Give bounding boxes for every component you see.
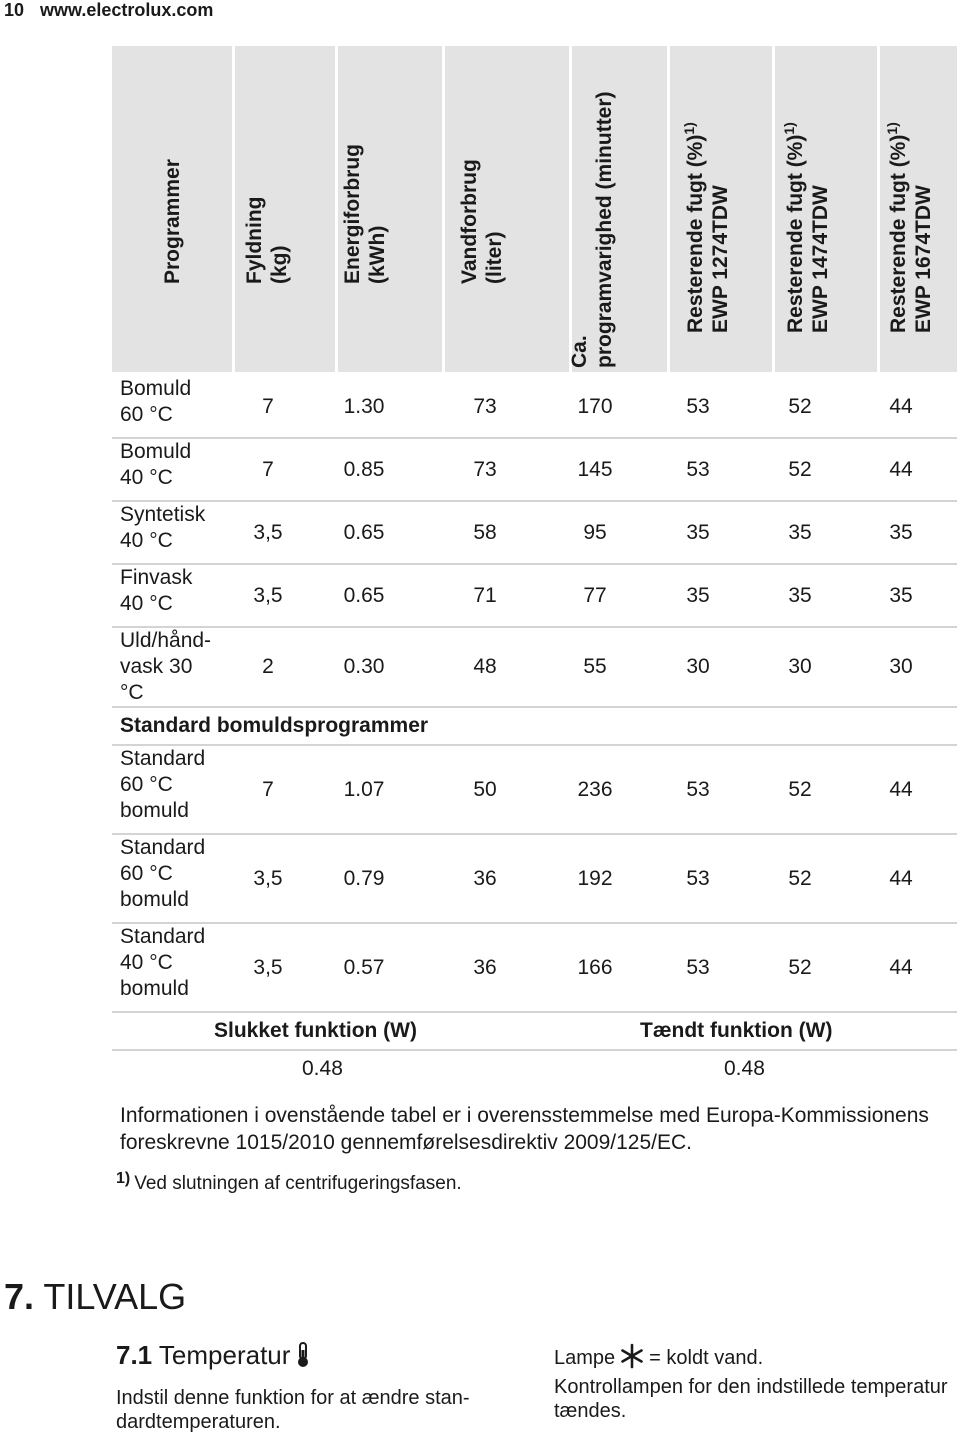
table-cell: 7 bbox=[262, 457, 274, 481]
column-heading-line: Resterende fugt (%)$^{1)}$ bbox=[884, 122, 910, 333]
table-cell: 73 bbox=[473, 394, 497, 418]
program-name bbox=[120, 565, 230, 617]
table-cell: 0.79 bbox=[343, 866, 385, 890]
column-heading bbox=[340, 144, 390, 284]
program-name-line: 40 °C bbox=[120, 592, 173, 615]
column-heading bbox=[457, 159, 507, 284]
table-cell: 35 bbox=[788, 583, 812, 607]
power-off-value: 0.48 bbox=[302, 1057, 343, 1080]
program-name-line: Uld/hånd- bbox=[120, 629, 212, 652]
footnote-marker: 1) bbox=[116, 1170, 131, 1187]
program-name-line: Bomuld bbox=[120, 440, 192, 463]
table-cell: 35 bbox=[686, 520, 710, 544]
table-cell: 0.30 bbox=[343, 655, 385, 678]
program-name-line: vask 30 bbox=[120, 655, 193, 678]
column-heading-line: Programmer bbox=[161, 159, 184, 284]
program-name bbox=[120, 924, 230, 1002]
row-divider bbox=[112, 563, 957, 565]
header-separator bbox=[667, 46, 670, 372]
table-cell: 71 bbox=[473, 583, 497, 607]
table-cell: 36 bbox=[473, 866, 497, 890]
table-cell: 55 bbox=[583, 655, 607, 678]
table-cell: 2 bbox=[262, 655, 274, 678]
table-cell: 3,5 bbox=[253, 866, 283, 890]
table-cell: 7 bbox=[262, 777, 274, 801]
table-cell: 30 bbox=[889, 655, 913, 678]
table-cell: 52 bbox=[788, 457, 812, 481]
table-cell: 0.65 bbox=[343, 583, 385, 607]
row-divider bbox=[112, 500, 957, 502]
row-divider bbox=[112, 1049, 957, 1051]
table-cell: 52 bbox=[788, 777, 812, 801]
program-name bbox=[120, 835, 230, 913]
column-heading-line: Resterende fugt (%)$^{1)}$ bbox=[681, 122, 707, 333]
program-name-line: bomuld bbox=[120, 799, 189, 822]
snowflake-icon bbox=[619, 1343, 645, 1375]
section-number: 7. bbox=[4, 1276, 35, 1317]
program-name-line: bomuld bbox=[120, 977, 189, 1000]
header-separator bbox=[335, 46, 338, 372]
power-off-label: Slukket funktion (W) bbox=[214, 1019, 417, 1042]
table-cell: 44 bbox=[889, 777, 913, 801]
table-cell: 50 bbox=[473, 777, 497, 801]
lamp-prefix: Lampe bbox=[554, 1347, 616, 1369]
table-cell: 53 bbox=[686, 777, 710, 801]
program-name-line: 60 °C bbox=[120, 862, 173, 885]
table-cell: 44 bbox=[889, 394, 913, 418]
column-heading-line: (liter) bbox=[483, 231, 506, 284]
header-separator bbox=[772, 46, 775, 372]
table-cell: 3,5 bbox=[253, 583, 283, 607]
table-cell: 30 bbox=[686, 655, 710, 678]
program-name bbox=[120, 439, 230, 491]
program-name-line: Bomuld bbox=[120, 377, 192, 400]
column-heading bbox=[567, 91, 617, 368]
column-heading-line: EWP 1474TDW bbox=[809, 185, 832, 333]
footnote-ref: 1) bbox=[681, 122, 697, 135]
table-cell: 44 bbox=[889, 955, 913, 979]
program-table bbox=[112, 46, 957, 1080]
table-cell: 0.85 bbox=[343, 457, 385, 481]
table-cell: 1.30 bbox=[343, 394, 385, 418]
table-cell: 53 bbox=[686, 955, 710, 979]
table-cell: 0.65 bbox=[343, 520, 385, 544]
header-separator bbox=[232, 46, 235, 372]
column-heading bbox=[777, 122, 833, 333]
power-on-label: Tændt funktion (W) bbox=[640, 1019, 833, 1042]
program-name-line: bomuld bbox=[120, 888, 189, 911]
footnote bbox=[116, 1170, 462, 1195]
table-cell: 1.07 bbox=[343, 777, 385, 801]
column-heading-line: (kWh) bbox=[366, 225, 389, 284]
power-on-value: 0.48 bbox=[724, 1057, 765, 1080]
column-heading-line: Vandforbrug bbox=[458, 159, 481, 284]
table-cell: 95 bbox=[583, 520, 607, 544]
program-name-line: 60 °C bbox=[120, 773, 173, 796]
column-heading bbox=[880, 122, 936, 333]
info-text: Informationen i ovenstående tabel er i overensstemmelse med Europa-Kommissionens foreskrevne 1015/2010 gennemførelsesdirektiv 2009/125/EC. bbox=[120, 1104, 929, 1154]
program-name-line: 60 °C bbox=[120, 403, 173, 426]
row-divider bbox=[112, 1011, 957, 1013]
page-number: 10 bbox=[4, 0, 25, 20]
lamp-description bbox=[554, 1343, 954, 1423]
program-name-line: 40 °C bbox=[120, 529, 173, 552]
table-cell: 53 bbox=[686, 457, 710, 481]
table-cell: 48 bbox=[473, 655, 497, 678]
column-heading-line: Ca. bbox=[568, 335, 591, 368]
row-divider bbox=[112, 626, 957, 628]
table-cell: 53 bbox=[686, 866, 710, 890]
table-cell: 52 bbox=[788, 866, 812, 890]
row-divider bbox=[112, 833, 957, 835]
table-cell: 73 bbox=[473, 457, 497, 481]
table-cell: 192 bbox=[577, 866, 613, 890]
program-name bbox=[120, 376, 230, 428]
subsection-number: 7.1 bbox=[116, 1340, 153, 1370]
header-separator bbox=[442, 46, 445, 372]
program-name-line: Syntetisk bbox=[120, 503, 206, 526]
table-cell: 30 bbox=[788, 655, 812, 678]
footnote-ref: 1) bbox=[884, 122, 900, 135]
subsection-title: Temperatur bbox=[158, 1340, 291, 1370]
column-heading bbox=[677, 122, 733, 333]
column-heading-line: Fyldning bbox=[243, 196, 266, 284]
subsection-description: Indstil denne funktion for at ændre standardtemperaturen. bbox=[116, 1387, 470, 1433]
table-cell: 44 bbox=[889, 866, 913, 890]
column-heading-line: (kg) bbox=[268, 245, 291, 284]
row-divider bbox=[112, 922, 957, 924]
table-cell: 7 bbox=[262, 394, 274, 418]
row-divider bbox=[112, 744, 957, 746]
program-name-line: Finvask bbox=[120, 566, 193, 589]
row-divider bbox=[112, 437, 957, 439]
lamp-detail: Kontrollampen for den indstillede temperatur tændes. bbox=[554, 1376, 948, 1422]
section-title: Standard bomuldsprogrammer bbox=[120, 714, 429, 737]
table-cell: 44 bbox=[889, 457, 913, 481]
column-heading bbox=[160, 159, 185, 284]
table-cell: 35 bbox=[686, 583, 710, 607]
lamp-suffix: = koldt vand. bbox=[649, 1347, 764, 1369]
footnote-text: Ved slutningen af centrifugeringsfasen. bbox=[134, 1173, 462, 1194]
thermometer-icon bbox=[296, 1342, 310, 1375]
program-name-line: Standard bbox=[120, 925, 206, 948]
program-name-line: 40 °C bbox=[120, 466, 173, 489]
table-cell: 35 bbox=[889, 520, 913, 544]
table-cell: 53 bbox=[686, 394, 710, 418]
program-name bbox=[120, 746, 230, 824]
table-cell: 58 bbox=[473, 520, 497, 544]
program-name bbox=[120, 628, 230, 706]
table-cell: 52 bbox=[788, 955, 812, 979]
program-name-line: °C bbox=[120, 681, 144, 704]
subsection-heading bbox=[116, 1340, 310, 1375]
table-cell: 166 bbox=[577, 955, 613, 979]
website-url: www.electrolux.com bbox=[40, 0, 214, 20]
table-cell: 35 bbox=[788, 520, 812, 544]
column-heading-line: EWP 1274TDW bbox=[709, 185, 732, 333]
footnote-ref: 1) bbox=[781, 122, 797, 135]
program-name bbox=[120, 502, 230, 554]
column-heading-line: Energiforbrug bbox=[341, 144, 364, 284]
table-cell: 0.57 bbox=[343, 955, 385, 979]
column-heading-line: Resterende fugt (%)$^{1)}$ bbox=[781, 122, 807, 333]
table-cell: 35 bbox=[889, 583, 913, 607]
program-name-line: Standard bbox=[120, 747, 206, 770]
table-cell: 77 bbox=[583, 583, 607, 607]
table-cell: 52 bbox=[788, 394, 812, 418]
table-cell: 3,5 bbox=[253, 520, 283, 544]
section-title: TILVALG bbox=[43, 1276, 187, 1317]
section-heading bbox=[4, 1276, 186, 1318]
program-name-line: 40 °C bbox=[120, 951, 173, 974]
table-cell: 170 bbox=[577, 394, 613, 418]
table-cell: 145 bbox=[577, 457, 613, 481]
table-cell: 3,5 bbox=[253, 955, 283, 979]
table-cell: 36 bbox=[473, 955, 497, 979]
column-heading-line: EWP 1674TDW bbox=[912, 185, 935, 333]
row-divider bbox=[112, 706, 957, 708]
table-cell: 236 bbox=[577, 777, 613, 801]
program-name-line: Standard bbox=[120, 836, 206, 859]
column-heading-line: programvarighed (minutter) bbox=[593, 91, 616, 368]
column-heading bbox=[242, 197, 292, 285]
